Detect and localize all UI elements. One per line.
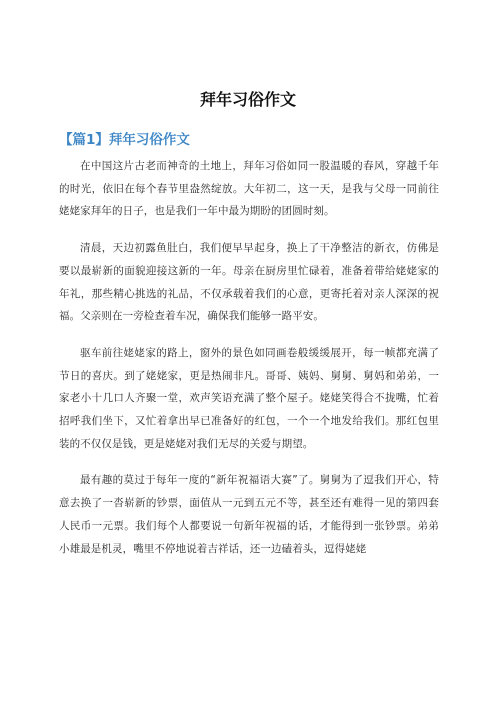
paragraph: 最有趣的莫过于每年一度的“新年祝福语大赛”了。舅舅为了逗我们开心，特意去换了一沓崭新的钞票，面值从一元到五元不等，甚至还有难得一见的第四套人民币一元票。我们每个人都要说一句新年祝福的话，才能得到一张钞票。弟弟小雄最是机灵，嘴里不停地说着吉祥话，还一边磕着头，逗得姥姥 xyxy=(59,474,439,555)
paragraph: 清晨，天边初露鱼肚白，我们便早早起身，换上了干净整洁的新衣，仿佛是要以最崭新的面貌迎接这新的一年。母亲在厨房里忙碌着，准备着带给姥姥家的年礼，那些精心挑选的礼品，不仅承载着我们的心意，更寄托着对亲人深深的祝福。父亲则在一旁检查着车况，确保我们能够一路平安。 xyxy=(59,242,439,323)
section-heading: 【篇1】拜年习俗作文 xyxy=(59,132,190,148)
document-title: 拜年习俗作文 xyxy=(199,90,296,109)
paragraph: 在中国这片古老而神奇的土地上，拜年习俗如同一股温暖的春风，穿越千年的时光，依旧在每个春节里盎然绽放。大年初二，这一天，是我与父母一同前往姥姥家拜年的日子，也是我们一年中最为期盼的团圆时刻。 xyxy=(59,160,439,218)
body-text xyxy=(59,155,439,574)
paragraph: 驱车前往姥姥家的路上，窗外的景色如同画卷般缓缓展开，每一帧都充满了节日的喜庆。到了姥姥家，更是热闹非凡。哥哥、姨妈、舅舅、舅妈和弟弟，一家老小十几口人齐聚一堂，欢声笑语充满了整个屋子。姥姥笑得合不拢嘴，忙着招呼我们坐下，又忙着拿出早已准备好的红包，一个一个地发给我们。那红包里装的不仅仅是钱，更是姥姥对我们无尽的关爱与期望。 xyxy=(59,346,439,450)
